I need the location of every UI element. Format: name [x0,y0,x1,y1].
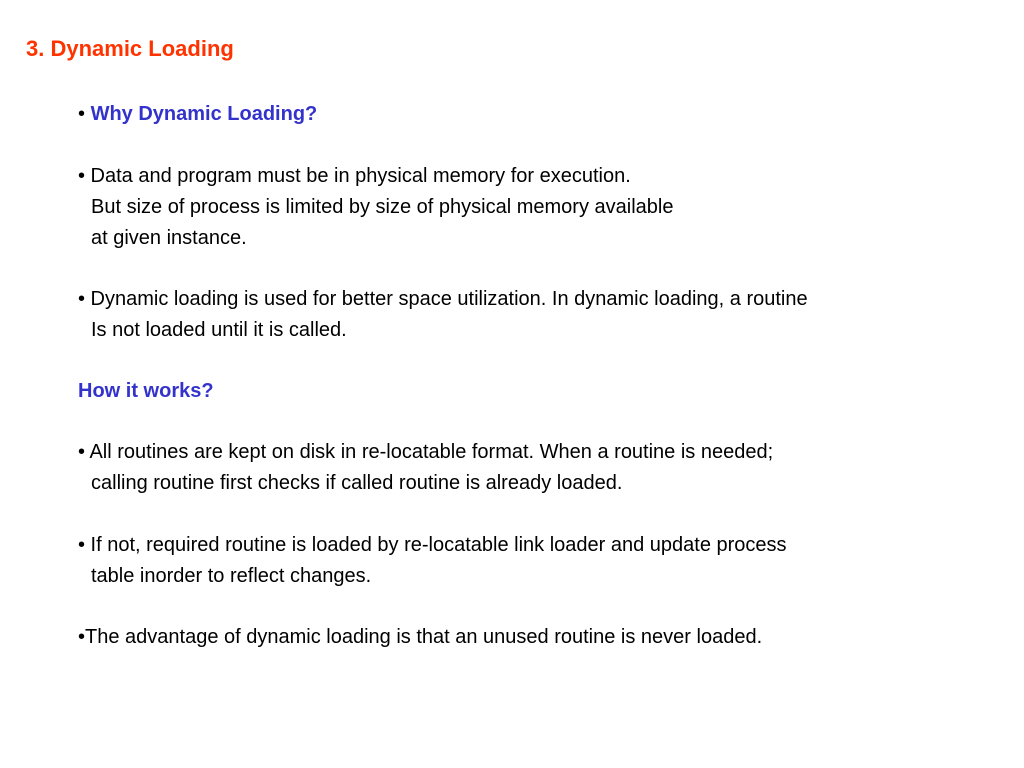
paragraph-utilization-line2: Is not loaded until it is called. [91,319,347,341]
paragraph-loader-line1: • If not, required routine is loaded by re-locatable link loader and update process [78,534,787,556]
slide-title: 3. Dynamic Loading [26,36,234,61]
why-heading-line [78,102,317,126]
paragraph-loader-line2: table inorder to reflect changes. [91,565,372,587]
section-heading-why: Why Dynamic Loading? [90,103,318,125]
paragraph-disk-line1: • All routines are kept on disk in re-locatable format. When a routine is needed; [78,441,774,463]
paragraph-utilization-line1: • Dynamic loading is used for better space utilization. In dynamic loading, a routine [78,288,808,310]
paragraph-disk-line2: calling routine first checks if called routine is already loaded. [91,472,623,494]
paragraph-advantage-line1: •The advantage of dynamic loading is that an unused routine is never loaded. [78,626,763,648]
section-heading-how: How it works? [78,380,214,402]
paragraph-memory-line3: at given instance. [91,227,247,249]
bullet: • [78,103,86,125]
paragraph-memory-line1: • Data and program must be in physical memory for execution. [78,165,631,187]
paragraph-memory-line2: But size of process is limited by size of physical memory available [91,196,674,218]
